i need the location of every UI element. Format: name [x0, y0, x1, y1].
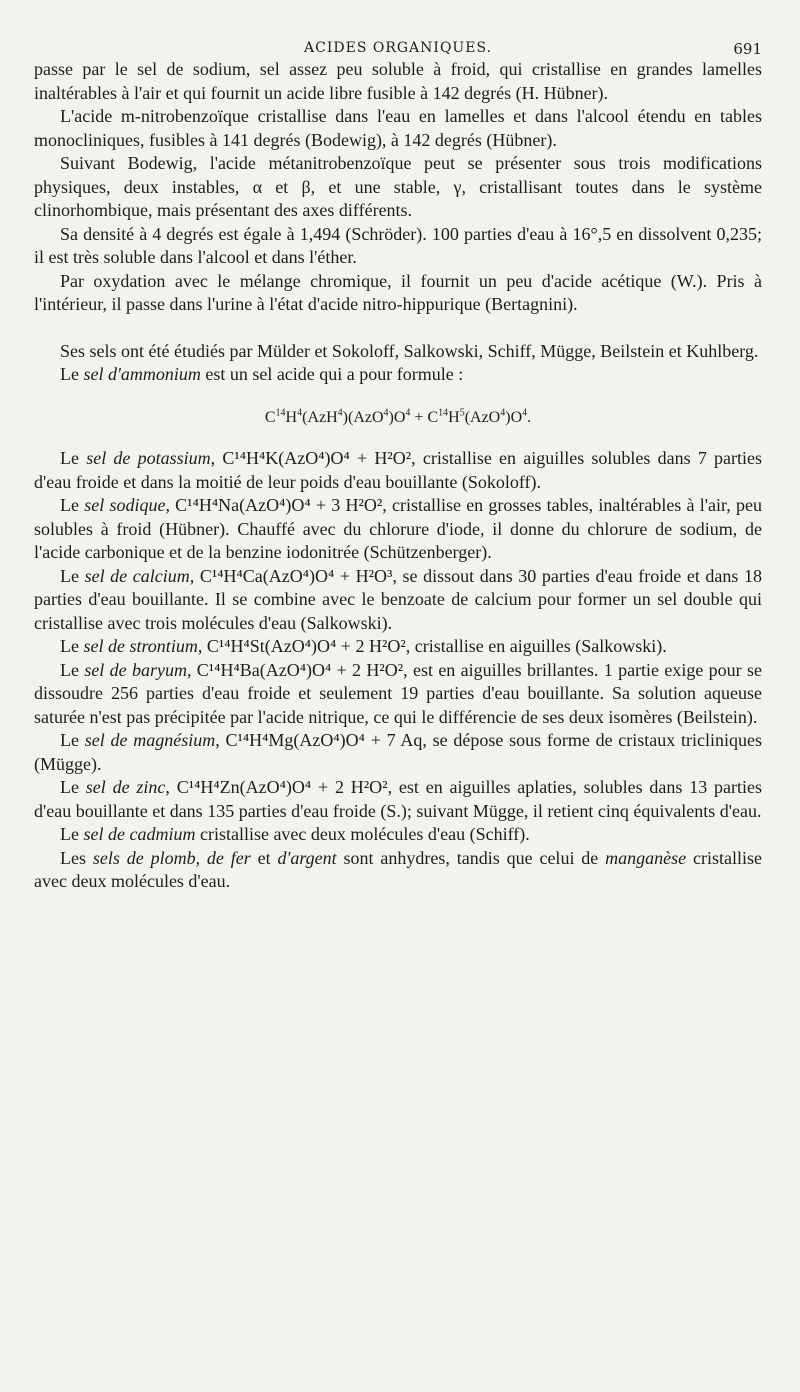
salt-name: sel de potassium — [86, 448, 211, 468]
paragraph-last: Les sels de plomb, de fer et d'argent sont anhydres, tandis que celui de manganèse cristallise avec deux molécules d'eau. — [34, 847, 762, 891]
paragraph-salt: Le sel de potassium, C¹⁴H⁴K(AzO⁴)O⁴ + H²O², cristallise en aiguilles solubles dans 7 parties d'eau froide et dans la moitié de leur poids d'eau bouillante (Sokoloff). — [34, 448, 763, 492]
salt-formula: , C¹⁴H⁴St(AzO⁴)O⁴ + 2 H²O² — [197, 636, 406, 656]
paragraph-salt: Le sel sodique, C¹⁴H⁴Na(AzO⁴)O⁴ + 3 H²O², cristallise en grosses tables, inaltérables à l'air, peu solubles à froid (Hübner). Chauffé avec du chlorure d'iode, il donne du chlorure de sodium, de l'acide carbonique et de la benzine iodonitrée (Schützenberger). — [34, 495, 762, 562]
salt-formula: , C¹⁴H⁴Ca(AzO⁴)O⁴ + H²O³ — [189, 565, 393, 586]
page-number: 691 — [733, 40, 762, 58]
salt-formula: , C¹⁴H⁴Ba(AzO⁴)O⁴ + 2 H²O² — [186, 659, 404, 680]
salt-name: manganèse — [605, 847, 687, 868]
paragraph: Sa densité à 4 degrés est égale à 1,494 (Schröder). 100 parties d'eau à 16°,5 en dissolvent 0,235; il est très soluble dans l'alcool et dans l'éther. — [34, 223, 762, 267]
salt-name: sel de zinc — [85, 777, 166, 797]
paragraph: Suivant Bodewig, l'acide métanitrobenzoïque peut se présenter sous trois modifications physiques, deux instables, α et β, et une stable, γ, cristallisant toutes dans le système clinorhombique, mais présentant des axes différents. — [34, 153, 762, 220]
salt-formula: , C¹⁴H⁴Na(AzO⁴)O⁴ + 3 H²O² — [165, 495, 383, 515]
paragraph-salt: Le sel de strontium, C¹⁴H⁴St(AzO⁴)O⁴ + 2 H²O², cristallise en aiguilles (Salkowski). — [60, 636, 667, 656]
salt-name: sel de strontium — [83, 636, 198, 656]
paragraph-ammonium — [34, 363, 762, 387]
paragraph: L'acide m-nitrobenzoïque cristallise dans l'eau en lamelles et dans l'alcool étendu en tables monocliniques, fusibles à 141 degrés (Bodewig), à 142 degrés (Hübner). — [34, 106, 762, 150]
paragraph-salt: Le sel de baryum, C¹⁴H⁴Ba(AzO⁴)O⁴ + 2 H²O², est en aiguilles brillantes. 1 partie exige pour se dissoudre 256 parties d'eau froide et seulement 19 parties d'eau bouillante. Sa solution aqueuse saturée n'est pas précipitée par l'acide nitrique, ce qui le différencie de ses deux isomères (Beilstein). — [34, 659, 762, 727]
paragraph: passe par le sel de sodium, sel assez peu soluble à froid, qui cristallise en grandes lamelles inaltérables à l'air et qui fournit un acide libre fusible à 142 degrés (H. Hübner). — [34, 59, 762, 103]
paragraph-salt: Le sel de magnésium, C¹⁴H⁴Mg(AzO⁴)O⁴ + 7 Aq, se dépose sous forme de cristaux tricliniques (Mügge). — [34, 730, 763, 774]
paragraph: Ses sels ont été étudiés par Mülder et Sokoloff, Salkowski, Schiff, Mügge, Beilstein et Kuhlberg. — [60, 340, 759, 361]
page-header — [34, 0, 762, 58]
text-span: Le — [60, 364, 84, 384]
paragraph-salt: Le sel de calcium, C¹⁴H⁴Ca(AzO⁴)O⁴ + H²O³, se dissout dans 30 parties d'eau froide et dans 18 parties d'eau bouillante. Il se combine avec le benzoate de calcium pour former un sel double qui cristallise avec trois molécules d'eau (Salkowski). — [34, 565, 762, 633]
salt-formula: , C¹⁴H⁴Mg(AzO⁴)O⁴ + 7 Aq — [215, 730, 423, 750]
text-span: est un sel acide qui a pour formule : — [200, 364, 464, 384]
paragraph-salt: Le sel de cadmium cristallise avec deux molécules d'eau (Schiff). — [60, 824, 530, 844]
salt-name: sels de plomb, de fer — [92, 847, 251, 868]
body-text — [34, 58, 762, 894]
paragraph: Par oxydation avec le mélange chromique, il fournit un peu d'acide acétique (W.). Pris à l'intérieur, il passe dans l'urine à l'état d'acide nitro-hippurique (Bertagnini). — [34, 270, 762, 314]
salt-formula: , C¹⁴H⁴K(AzO⁴)O⁴ + H²O² — [210, 448, 412, 468]
salt-name: sel de cadmium — [83, 824, 196, 844]
salt-name: d'argent — [277, 847, 337, 868]
running-title: ACIDES ORGANIQUES. — [304, 40, 492, 56]
salt-formula: , C¹⁴H⁴Zn(AzO⁴)O⁴ + 2 H²O² — [165, 777, 388, 797]
formula-ammonium: $C^{14}H^4(AzH^4)(AzO^4)O^4 + C^{14}H^5(AzO^4)O^4$. — [264, 407, 532, 426]
salt-name: sel de baryum — [84, 659, 187, 680]
paragraph-salt: Le sel de zinc, C¹⁴H⁴Zn(AzO⁴)O⁴ + 2 H²O², est en aiguilles aplaties, solubles dans 13 parties d'eau bouillante et dans 135 parties d'eau froide (S.); suivant Mügge, il retient cinq équivalents d'eau. — [34, 777, 762, 821]
salt-name: sel de calcium — [84, 565, 190, 586]
salt-name: sel sodique — [84, 495, 166, 515]
salt-name: sel de magnésium — [84, 730, 216, 750]
salt-name: sel d'ammonium — [83, 364, 201, 384]
